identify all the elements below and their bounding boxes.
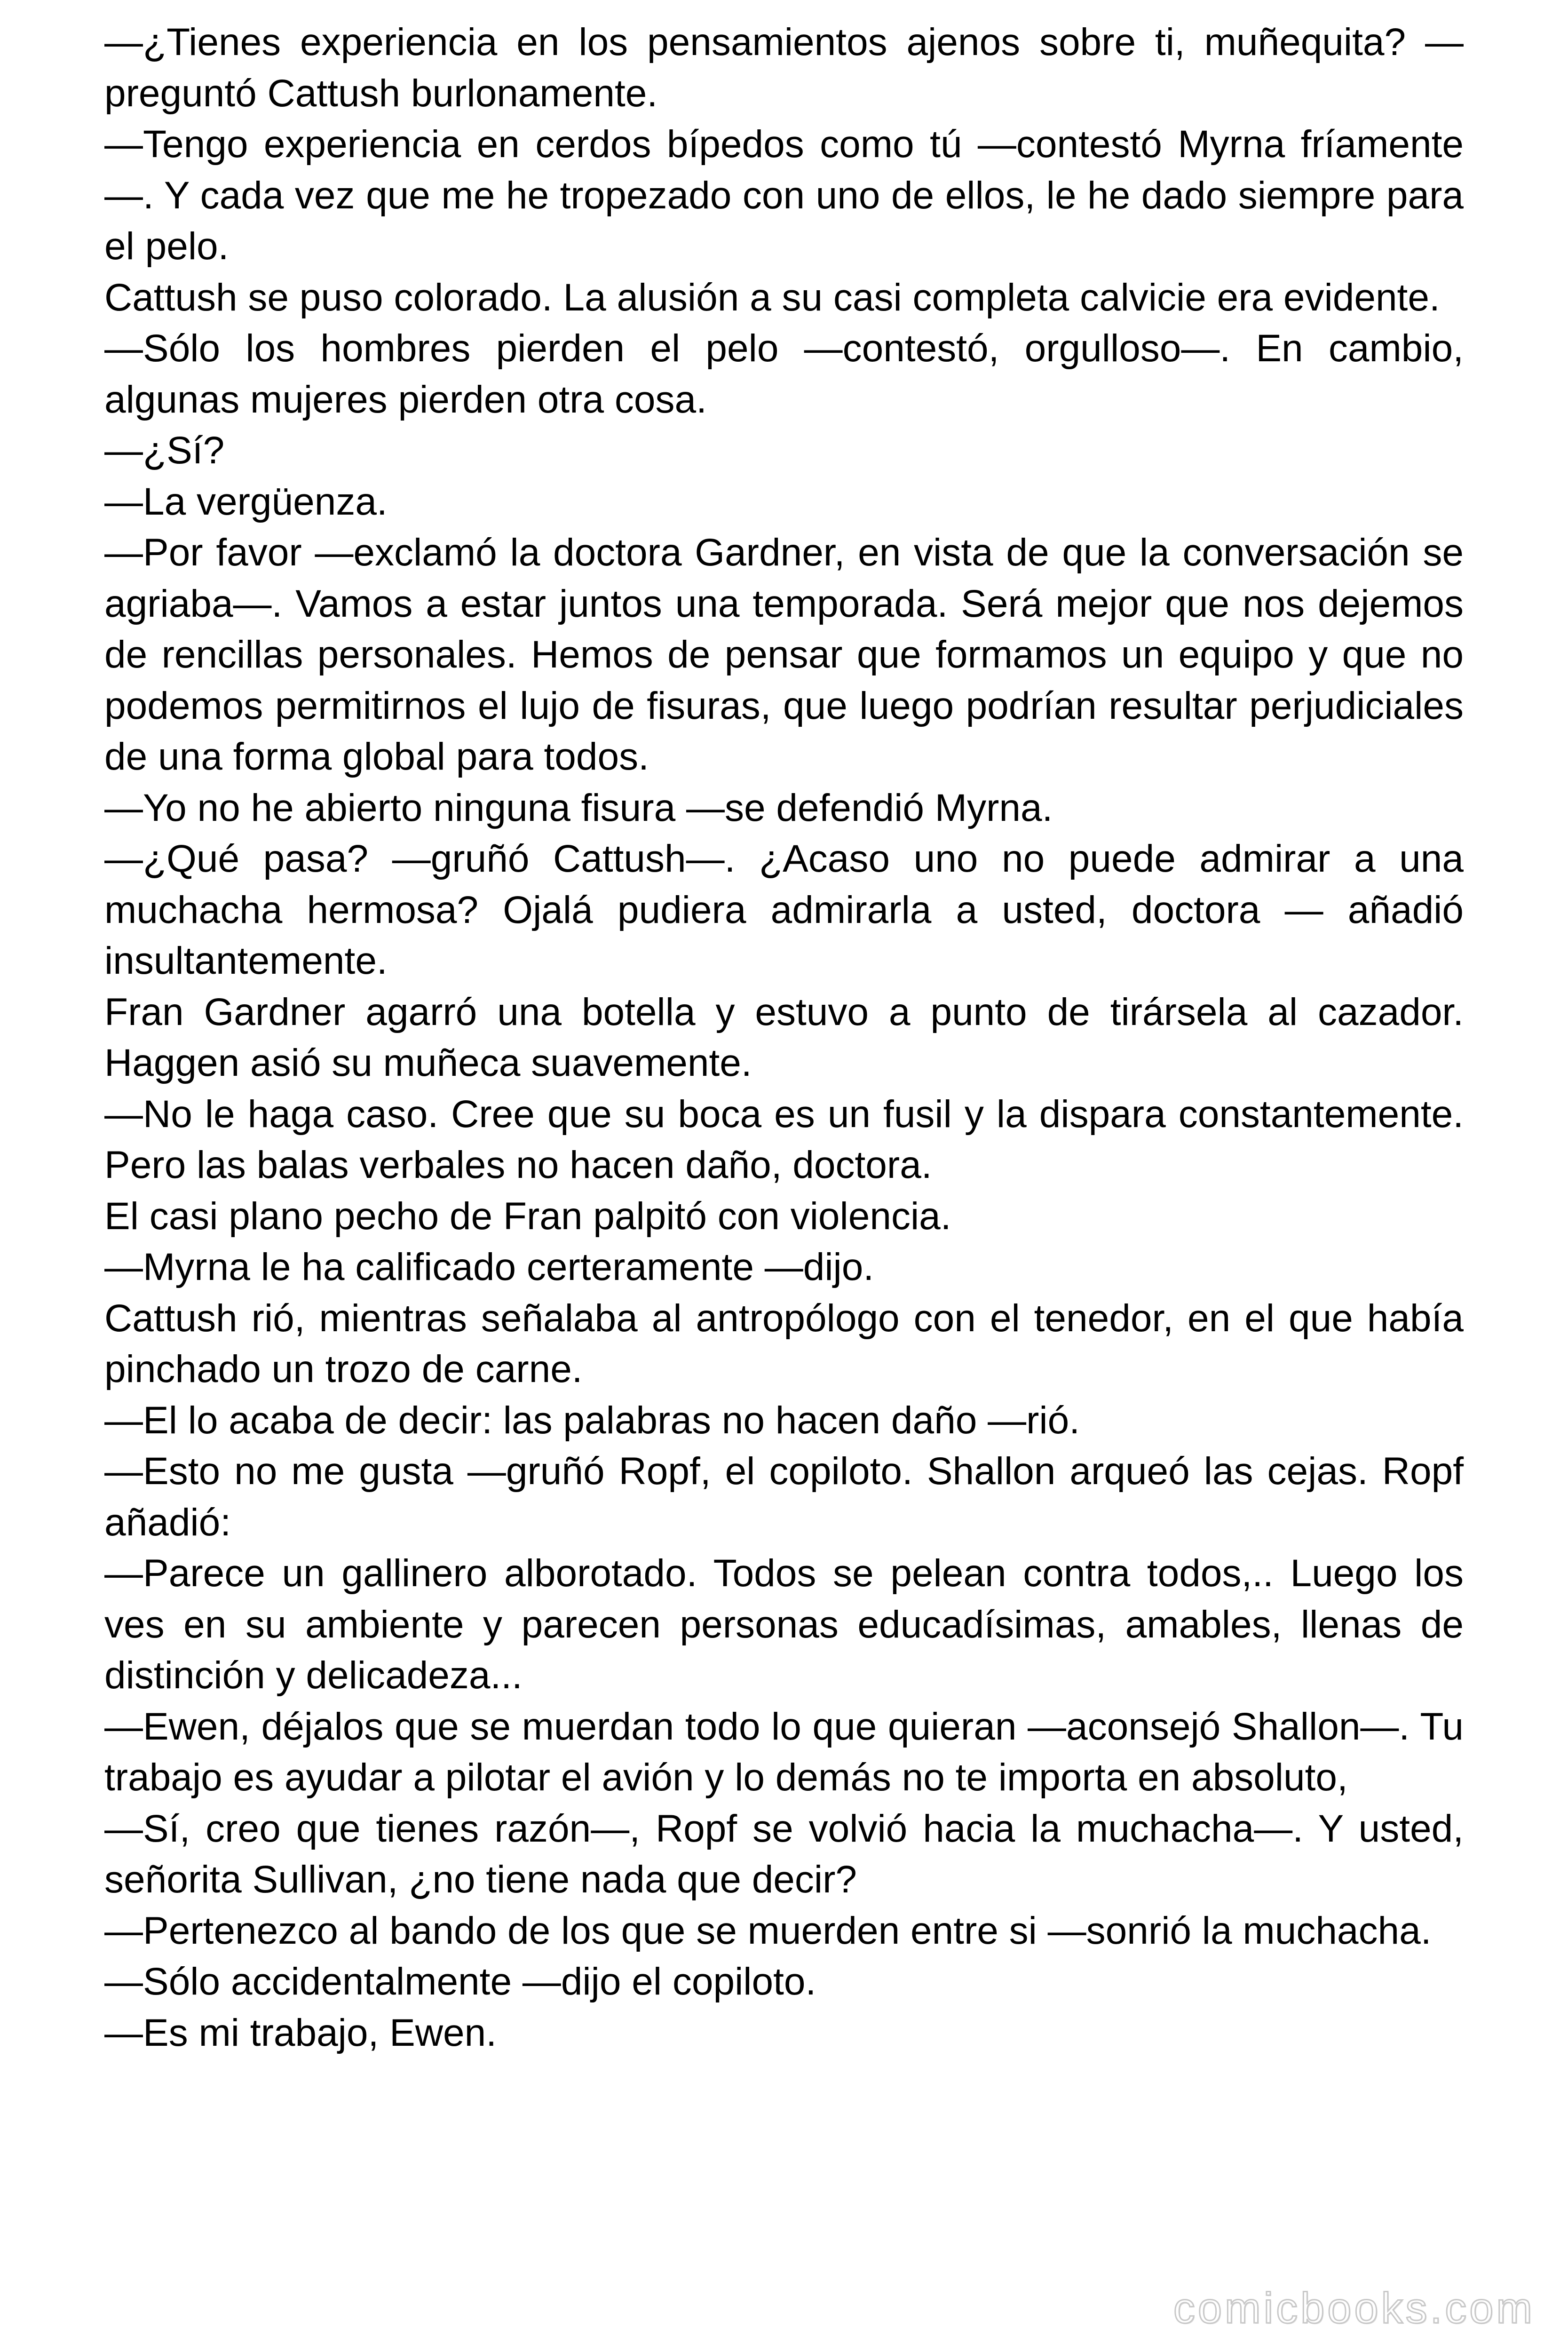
paragraph: —Myrna le ha calificado certeramente —dijo. [104,1246,874,1288]
paragraph: —Yo no he abierto ninguna fisura —se defendió Myrna. [104,786,1053,829]
paragraph: —La vergüenza. [104,480,388,523]
paragraph: —Por favor —exclamó la doctora Gardner, en vista de que la conversación se agriaba—. Vamos a estar juntos una temporada. Será mejor que nos dejemos de rencillas personales. Hemos de pensar que formamos un equipo y que no podemos permitirnos el lujo de fisuras, que luego podrían resultar perjudiciales de una forma global para todos. [104,531,1464,778]
paragraph: —¿Qué pasa? —gruñó Cattush—. ¿Acaso uno no puede admirar a una muchacha hermosa? Ojalá pudiera admirarla a usted, doctora — añadió insultantemente. [104,837,1464,982]
paragraph: —¿Sí? [104,429,225,472]
paragraph: —Sólo accidentalmente —dijo el copiloto. [104,1960,816,2003]
paragraph: —Pertenezco al bando de los que se muerden entre si —sonrió la muchacha. [104,1909,1432,1952]
paragraph: —Parece un gallinero alborotado. Todos se pelean contra todos,.. Luego los ves en su ambiente y parecen personas educadísimas, amables, llenas de distinción y delicadeza... [104,1552,1464,1697]
paragraph: Cattush se puso colorado. La alusión a su casi completa calvicie era evidente. [104,276,1440,319]
paragraph: —Esto no me gusta —gruñó Ropf, el copiloto. Shallon arqueó las cejas. Ropf añadió: [104,1450,1464,1544]
paragraph: —Sólo los hombres pierden el pelo —contestó, orgulloso—. En cambio, algunas mujeres pierden otra cosa. [104,327,1464,421]
paragraph: —¿Tienes experiencia en los pensamientos ajenos sobre ti, muñequita? —preguntó Cattush burlonamente. [104,21,1464,115]
paragraph: —Ewen, déjalos que se muerdan todo lo que quieran —aconsejó Shallon—. Tu trabajo es ayudar a pilotar el avión y lo demás no te importa en absoluto, [104,1705,1464,1799]
paragraph: —El lo acaba de decir: las palabras no hacen daño —rió. [104,1398,1080,1442]
paragraph: El casi plano pecho de Fran palpitó con violencia. [104,1194,951,1238]
paragraph: —Sí, creo que tienes razón—, Ropf se volvió hacia la muchacha—. Y usted, señorita Sullivan, ¿no tiene nada que decir? [104,1807,1464,1901]
site-watermark: comicbooks.com [1173,2284,1535,2332]
paragraph: —Tengo experiencia en cerdos bípedos como tú —contestó Myrna fríamente—. Y cada vez que me he tropezado con uno de ellos, le he dado siempre para el pelo. [104,123,1464,268]
paragraph: Cattush rió, mientras señalaba al antropólogo con el tenedor, en el que había pinchado un trozo de carne. [104,1296,1464,1391]
body-text [104,17,1464,2058]
paragraph: —Es mi trabajo, Ewen. [104,2011,497,2054]
paragraph: —No le haga caso. Cree que su boca es un fusil y la dispara constantemente. Pero las balas verbales no hacen daño, doctora. [104,1092,1464,1186]
paragraph: Fran Gardner agarró una botella y estuvo a punto de tirársela al cazador. Haggen asió su muñeca suavemente. [104,990,1464,1084]
